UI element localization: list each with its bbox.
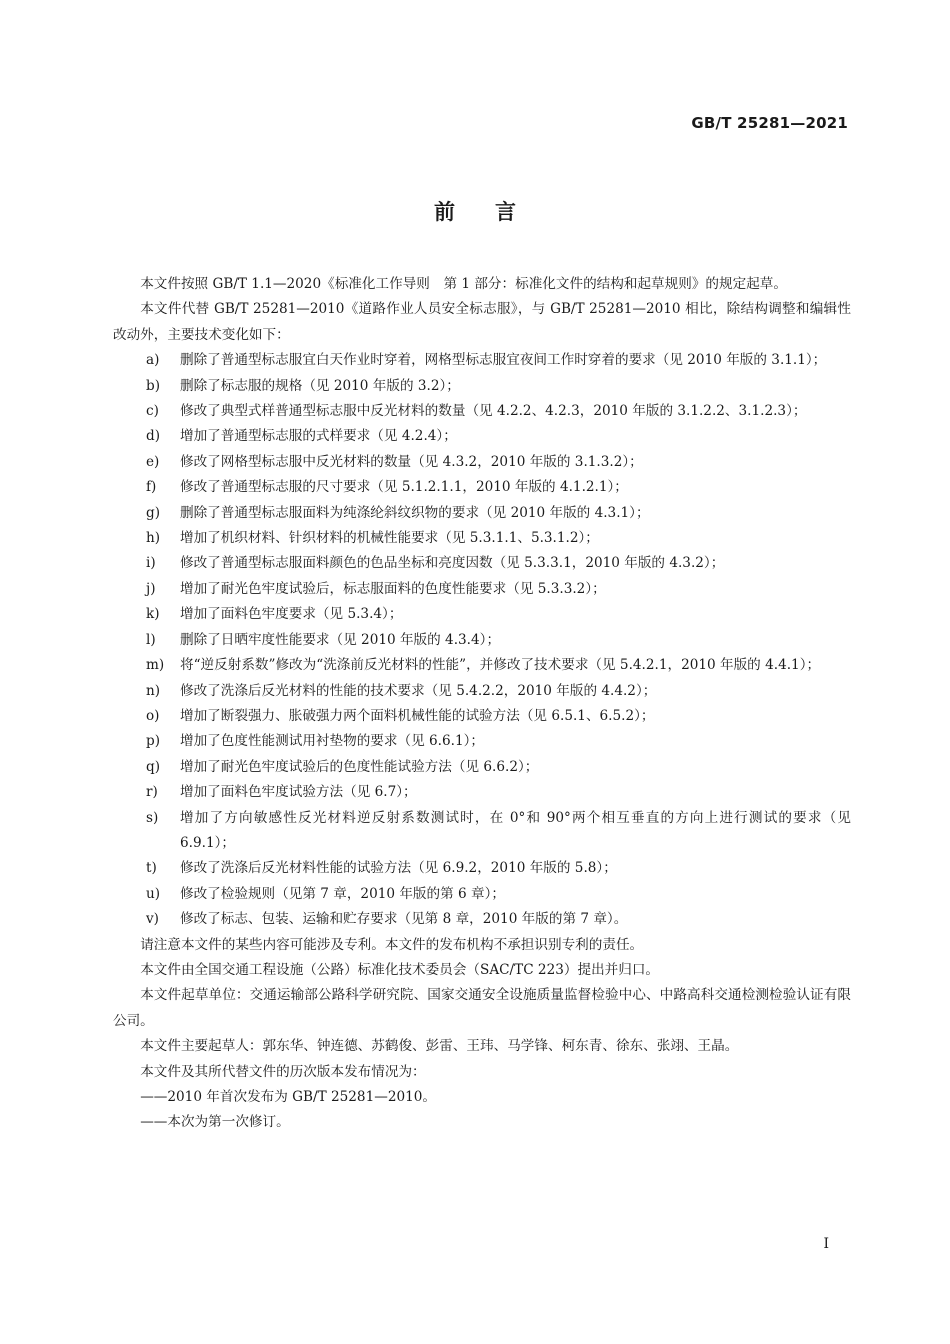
list-item-text: 修改了典型式样普通型标志服中反光材料的数量（见 4.2.2、4.2.3，2010 年版的 3.1.2.2、3.1.2.3）； [180, 403, 807, 420]
list-item-text: 修改了标志、包装、运输和贮存要求（见第 8 章，2010 年版的第 7 章）。 [180, 911, 628, 928]
version-history-item: ——2010 年首次发布为 GB/T 25281—2010。 [140, 1089, 437, 1105]
list-item [113, 348, 851, 373]
list-item-text: 增加了面料色牢度试验方法（见 6.7）； [180, 784, 417, 801]
list-item [113, 450, 851, 475]
list-marker: j) [146, 580, 156, 597]
list-marker: u) [146, 885, 161, 902]
page-title: 前言 [434, 200, 556, 224]
list-item [113, 679, 851, 704]
version-history-item: ——本次为第一次修订。 [140, 1114, 290, 1131]
list-marker: g) [146, 504, 161, 521]
patent-notice: 请注意本文件的某些内容可能涉及专利。本文件的发布机构不承担识别专利的责任。 [140, 936, 644, 953]
changes-list [113, 348, 851, 932]
list-item-text: 修改了检验规则（见第 7 章，2010 年版的第 6 章）； [180, 885, 505, 902]
list-item-text: 增加了断裂强力、胀破强力两个面料机械性能的试验方法（见 6.5.1、6.5.2）； [180, 707, 655, 724]
list-item-text: 删除了普通型标志服宜白天作业时穿着，网格型标志服宜夜间工作时穿着的要求（见 2010 年版的 3.1.1）； [180, 352, 827, 369]
list-marker: o) [146, 707, 160, 724]
list-marker: c) [146, 403, 159, 420]
list-item [113, 729, 851, 754]
list-marker: r) [146, 784, 158, 801]
list-marker: m) [146, 657, 165, 674]
list-item-text: 修改了网格型标志服中反光材料的数量（见 4.3.2，2010 年版的 3.1.3.2）； [180, 453, 643, 470]
list-item [113, 399, 851, 424]
list-marker: s) [146, 809, 159, 826]
list-item [113, 780, 851, 805]
list-item-text: 删除了标志服的规格（见 2010 年版的 3.2）； [180, 377, 460, 394]
list-marker: f) [146, 479, 157, 496]
proposer-statement: 本文件由全国交通工程设施（公路）标准化技术委员会（SAC/TC 223）提出并归口。 [140, 961, 660, 978]
list-item-text: 删除了日晒牢度性能要求（见 2010 年版的 4.3.4）； [180, 631, 501, 648]
drafters: 本文件主要起草人：郭东华、钟连德、苏鹤俊、彭雷、王玮、马学锋、柯东青、徐东、张翊、王晶。 [140, 1038, 739, 1055]
list-item-text: 增加了方向敏感性反光材料逆反射系数测试时，在 0°和 90°两个相互垂直的方向上进行测试的要求（见 6.9.1）； [180, 809, 851, 851]
list-item-text: 修改了洗涤后反光材料性能的试验方法（见 6.9.2，2010 年版的 5.8）； [180, 860, 617, 877]
list-item [113, 628, 851, 653]
page-number: I [823, 1236, 829, 1252]
list-item [113, 424, 851, 449]
list-item [113, 755, 851, 780]
list-marker: a) [146, 352, 160, 369]
list-item [113, 577, 851, 602]
list-marker: h) [146, 530, 161, 547]
list-item-text: 增加了机织材料、针织材料的机械性能要求（见 5.3.1.1、5.3.1.2）； [180, 530, 599, 547]
list-marker: q) [146, 758, 161, 775]
list-item-text: 修改了普通型标志服的尺寸要求（见 5.1.2.1.1，2010 年版的 4.1.2.1）； [180, 479, 628, 496]
list-marker: e) [146, 453, 160, 470]
list-marker: d) [146, 428, 161, 445]
list-item [113, 653, 851, 678]
list-item-text: 增加了面料色牢度要求（见 5.3.4）； [180, 606, 403, 623]
list-marker: l) [146, 631, 156, 648]
list-marker: t) [146, 860, 157, 877]
list-item [113, 882, 851, 907]
document-body [113, 272, 851, 1136]
list-item [113, 806, 851, 857]
list-item-text: 删除了普通型标志服面料为纯涤纶斜纹织物的要求（见 2010 年版的 4.3.1）； [180, 504, 650, 521]
list-item [113, 856, 851, 881]
standard-code: GB/T 25281—2021 [691, 114, 848, 132]
list-item-text: 增加了普通型标志服的式样要求（见 4.2.4）； [180, 428, 457, 445]
list-marker: p) [146, 733, 161, 750]
list-item [113, 704, 851, 729]
list-marker: n) [146, 682, 161, 699]
list-marker: b) [146, 377, 161, 394]
list-item-text: 将“逆反射系数”修改为“洗涤前反光材料的性能”，并修改了技术要求（见 5.4.2.1，2010 年版的 4.4.1）； [180, 657, 821, 674]
list-item [113, 475, 851, 500]
version-history-heading: 本文件及其所代替文件的历次版本发布情况为： [140, 1063, 426, 1080]
list-item-text: 增加了耐光色牢度试验后，标志服面料的色度性能要求（见 5.3.3.2）； [180, 580, 606, 597]
list-item-text: 增加了色度性能测试用衬垫物的要求（见 6.6.1）； [180, 733, 484, 750]
list-item [113, 374, 851, 399]
intro-paragraph: 本文件代替 GB/T 25281—2010《道路作业人员安全标志服》，与 GB/T 25281—2010 相比，除结构调整和编辑性改动外，主要技术变化如下： [113, 301, 851, 343]
list-item-text: 修改了普通型标志服面料颜色的色品坐标和亮度因数（见 5.3.3.1，2010 年版的 4.3.2）； [180, 555, 725, 572]
list-item [113, 551, 851, 576]
list-item [113, 602, 851, 627]
list-marker: k) [146, 606, 160, 623]
list-item-text: 修改了洗涤后反光材料的性能的技术要求（见 5.4.2.2，2010 年版的 4.4.2）； [180, 682, 657, 699]
list-marker: v) [146, 911, 159, 928]
intro-paragraph: 本文件按照 GB/T 1.1—2020《标准化工作导则 第 1 部分：标准化文件的结构和起草规则》的规定起草。 [140, 276, 787, 292]
list-item [113, 501, 851, 526]
list-item-text: 增加了耐光色牢度试验后的色度性能试验方法（见 6.6.2）； [180, 758, 539, 775]
list-marker: i) [146, 555, 156, 572]
list-item [113, 526, 851, 551]
list-item [113, 907, 851, 932]
drafting-units: 本文件起草单位：交通运输部公路科学研究院、国家交通安全设施质量监督检验中心、中路高科交通检测检验认证有限公司。 [113, 987, 851, 1029]
